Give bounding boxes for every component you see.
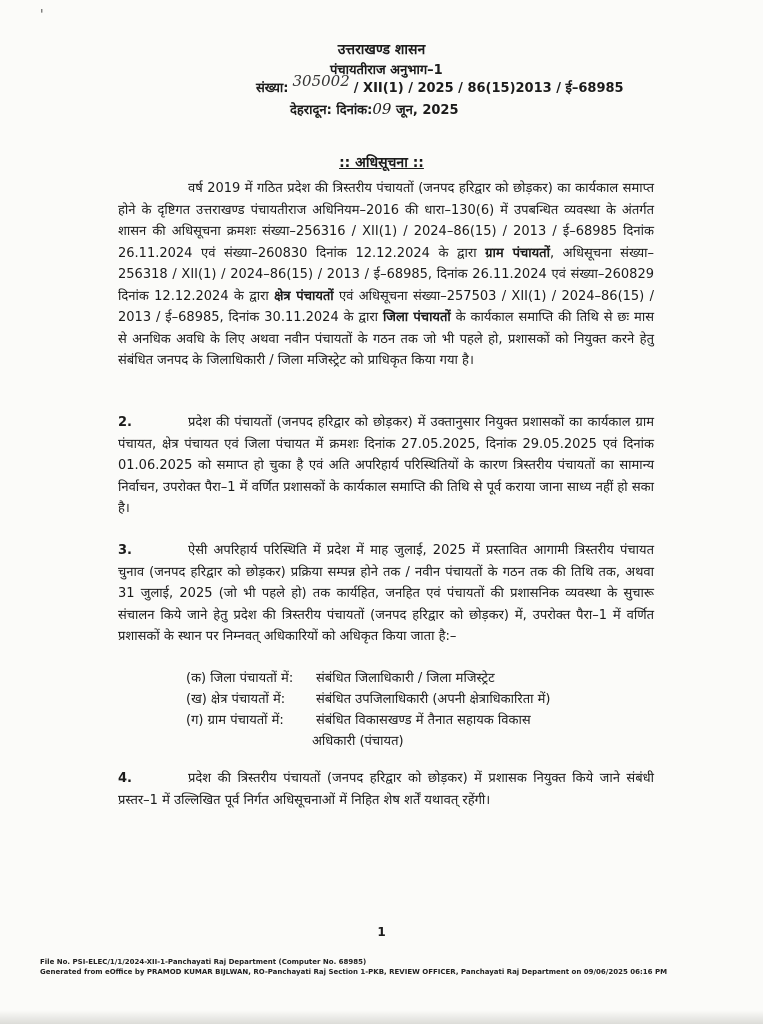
handwritten-date-day: 09: [372, 100, 392, 118]
list-item-value: संबंधित उपजिलाधिकारी (अपनी क्षेत्राधिकारिता में): [316, 692, 551, 707]
section-title: पंचायतीराज अनुभाग–1: [330, 63, 443, 78]
list-item: [186, 689, 550, 710]
p1-text-2: , अधिसूचना संख्या–256318 / XII(1) / 2024–86(15) / 2013 / ई–68985, दिनांक 26.11.2024 एवं संख्या–260829 दिनांक 12.12.2024 के द्वारा: [118, 245, 654, 304]
date-prefix: देहरादून: दिनांक:: [290, 103, 373, 118]
list-item: [186, 668, 550, 689]
footer-generated-by: Generated from eOffice by PRAMOD KUMAR BIJLWAN, RO-Panchayati Raj Section 1-PKB, REVIEW OFFICER, Panchayati Raj Department on 09/06/2025 06:16 PM: [40, 968, 668, 976]
list-item-key: (ख) क्षेत्र पंचायतों में:: [186, 692, 286, 707]
p4-text: प्रदेश की त्रिस्तरीय पंचायतों (जनपद हरिद्वार को छोड़कर) में प्रशासक नियुक्त किये जाने संबंधी प्रस्तर–1 में उल्लिखित पूर्व निर्गत अधिसूचनाओं में निहित शेष शर्तें यथावत् रहेंगी।: [118, 771, 654, 808]
paragraph-3: [118, 540, 654, 648]
list-item-key: (क) जिला पंचायतों में:: [186, 671, 294, 686]
list-item-value: संबंधित जिलाधिकारी / जिला मजिस्ट्रेट: [316, 671, 495, 686]
list-item-key: (ग) ग्राम पंचायतों में:: [186, 713, 284, 728]
number-label: संख्या:: [256, 81, 289, 96]
paragraph-1: [118, 178, 654, 372]
p1-bold-gram: ग्राम पंचायतों: [485, 245, 550, 261]
number-rest: / XII(1) / 2025 / 86(15)2013 / ई–68985: [353, 81, 624, 96]
notice-title: :: अधिसूचना ::: [339, 155, 424, 171]
scan-mark: ': [40, 8, 44, 23]
list-item-value: संबंधित विकासखण्ड में तैनात सहायक विकास: [316, 713, 531, 728]
p3-number: 3.: [118, 543, 132, 558]
p1-bold-jila: जिला पंचायतों: [382, 310, 451, 325]
p1-text-4: के कार्यकाल समाप्ति की तिथि से छः मास से अनधिक अवधि के लिए अथवा नवीन पंचायतों के गठन तक जो भी पहले हो, प्रशासकों को नियुक्त करने हेतु संबंधित जनपद के जिलाधिकारी / जिला मजिस्ट्रेट को प्राधिकृत किया गया है।: [118, 310, 654, 368]
footer-file-number: File No. PSI-ELEC/1/1/2024-XII-1-Panchayati Raj Department (Computer No. 68985): [40, 958, 367, 966]
list-item-continuation: अधिकारी (पंचायत): [312, 734, 404, 749]
p2-text: प्रदेश की पंचायतों (जनपद हरिद्वार को छोड़कर) में उक्तानुसार नियुक्त प्रशासकों का कार्यकाल ग्राम पंचायत, क्षेत्र पंचायत एवं जिला पंचायत में क्रमशः दिनांक 27.05.2025, दिनांक 29.05.2025 एवं दिनांक 01.06.2025 को समाप्त हो चुका है एवं अति अपरिहार्य परिस्थितियों के कारण त्रिस्तरीय पंचायतों का सामान्य निर्वाचन, उपरोक्त पैरा–1 में वर्णित प्रशासकों के कार्यकाल समाप्ति की तिथि से पूर्व कराया जाना साध्य नहीं हो सका है।: [118, 415, 654, 516]
p3-text: ऐसी अपरिहार्य परिस्थिति में प्रदेश में माह जुलाई, 2025 में प्रस्तावित आगामी त्रिस्तरीय पंचायत चुनाव (जनपद हरिद्वार को छोड़कर) प्रक्रिया सम्पन्न होने तक / नवीन पंचायतों के गठन तक की तिथि तक, अथवा 31 जुलाई, 2025 (जो भी पहले हो) तक कार्यहित, जनहित एवं पंचायतों की प्रशासनिक व्यवस्था के सुचारू संचालन किये जाने हेतु प्रदेश की त्रिस्तरीय पंचायतों (जनपद हरिद्वार को छोड़कर) में, उपरोक्त पैरा–1 में वर्णित प्रशासकों के स्थान पर निम्नवत् अधिकारियों को अधिकृत किया जाता है:–: [118, 543, 654, 644]
scan-edge: [0, 1010, 763, 1024]
p1-bold-kshetra: क्षेत्र पंचायतों: [274, 288, 334, 304]
letter-date: [290, 100, 459, 118]
p1-text-3: एवं अधिसूचना संख्या–257503 / XII(1) / 2024–86(15) / 2013 / ई–68985, दिनांक 30.11.2024 के द्वारा: [118, 288, 654, 325]
paragraph-4: [118, 768, 654, 811]
letter-number: [256, 72, 624, 96]
p4-number: 4.: [118, 771, 132, 786]
page-number: 1: [377, 925, 386, 939]
handwritten-number: 305002: [292, 72, 350, 90]
p1-text-1: वर्ष 2019 में गठित प्रदेश की त्रिस्तरीय पंचायतों (जनपद हरिद्वार को छोड़कर) का कार्यकाल समाप्त होने के दृष्टिगत उत्तराखण्ड पंचायतीराज अधिनियम–2016 की धारा–130(6) में उपबन्धित व्यवस्था के अंतर्गत शासन की अधिसूचना क्रमशः संख्या–256316 / XII(1) / 2024–86(15) / 2013 / ई–68985 दिनांक 26.11.2024 एवं संख्या–260830 दिनांक 12.12.2024 के द्वारा: [118, 181, 654, 261]
p2-number: 2.: [118, 415, 132, 430]
authority-list: [186, 668, 550, 752]
paragraph-2: [118, 412, 654, 520]
list-item: [186, 710, 550, 731]
government-title: उत्तराखण्ड शासन: [337, 42, 426, 58]
date-suffix: जून, 2025: [396, 103, 459, 118]
